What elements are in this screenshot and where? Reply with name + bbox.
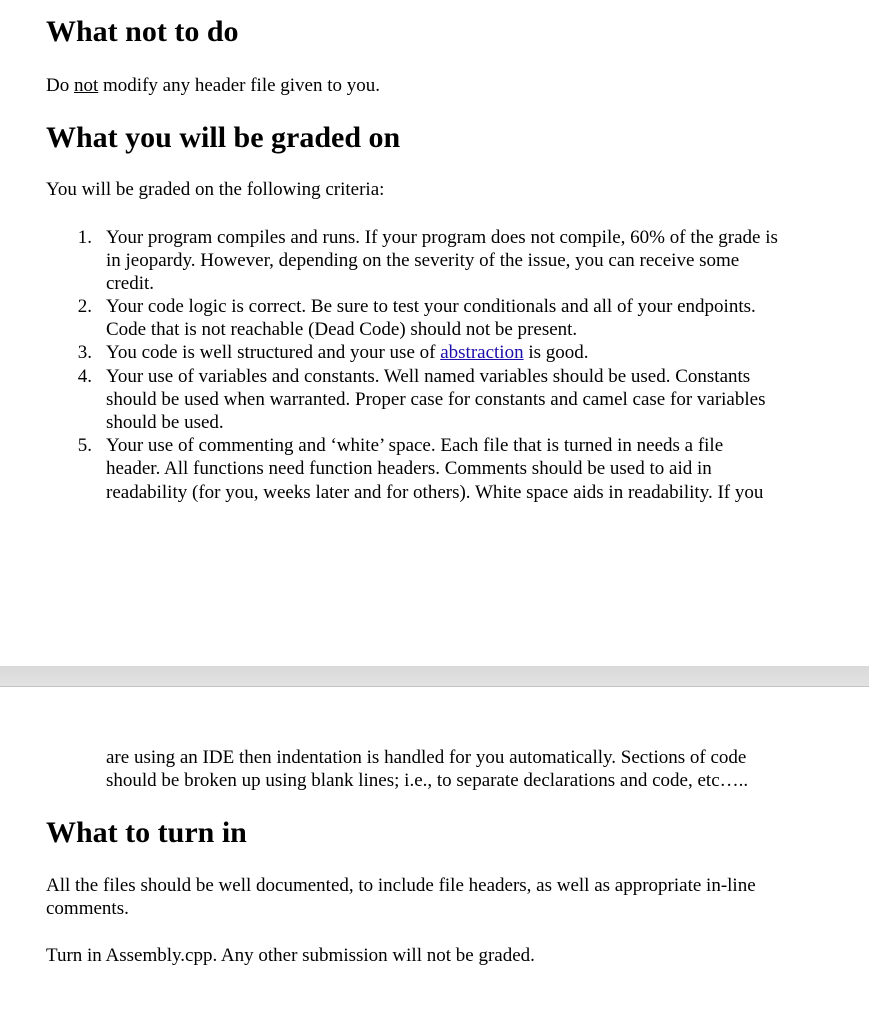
turn-in-line-1: All the files should be well documented, to include file headers, as well as appropriate in-line: [46, 875, 756, 896]
criterion-3-suffix: is good.: [523, 342, 589, 363]
page-separator: [0, 666, 869, 687]
criterion-4-line-2: should be used when warranted. Proper case for constants and camel case for variables: [106, 389, 766, 410]
turn-in-line-2: comments.: [46, 898, 129, 919]
not-to-do-prefix: Do: [46, 75, 74, 96]
criterion-number: 5.: [77, 435, 92, 456]
heading-graded-on: What you will be graded on: [46, 121, 401, 154]
continuation-line-2: should be broken up using blank lines; i.e., to separate declarations and code, etc…..: [106, 770, 749, 791]
turn-in-final: Turn in Assembly.cpp. Any other submission will not be graded.: [46, 945, 535, 966]
not-emphasis: not: [73, 75, 99, 96]
not-to-do-suffix: modify any header file given to you.: [98, 75, 381, 96]
abstraction-link[interactable]: abstraction: [440, 342, 524, 363]
criterion-5-line-3: readability (for you, weeks later and for others). White space aids in readability. If you: [106, 482, 764, 503]
criterion-number: 4.: [77, 366, 92, 387]
heading-what-not-to-do: What not to do: [46, 15, 239, 48]
criterion-3-prefix: You code is well structured and your use of: [106, 342, 441, 363]
criterion-5-line-2: header. All functions need function headers. Comments should be used to aid in: [106, 458, 712, 479]
graded-intro: You will be graded on the following criteria:: [46, 179, 385, 200]
criterion-5-line-1: Your use of commenting and ‘white’ space. Each file that is turned in needs a file: [106, 435, 724, 456]
continuation-line-1: are using an IDE then indentation is handled for you automatically. Sections of code: [106, 747, 747, 768]
criterion-4-line-3: should be used.: [106, 412, 224, 433]
criterion-2-line-2: Code that is not reachable (Dead Code) should not be present.: [106, 319, 578, 340]
criterion-2-line-1: Your code logic is correct. Be sure to test your conditionals and all of your endpoints.: [106, 296, 756, 317]
criterion-1-line-1: Your program compiles and runs. If your program does not compile, 60% of the grade is: [106, 227, 778, 248]
criterion-number: 2.: [77, 296, 92, 317]
criterion-4-line-1: Your use of variables and constants. Well named variables should be used. Constants: [106, 366, 751, 387]
criterion-number: 3.: [77, 342, 92, 363]
criterion-1-line-3: credit.: [106, 273, 155, 294]
not-to-do-paragraph: [46, 74, 380, 97]
heading-what-to-turn-in: What to turn in: [46, 816, 247, 849]
criterion-number: 1.: [77, 227, 92, 248]
criterion-3-line-1: [106, 341, 589, 364]
criterion-1-line-2: in jeopardy. However, depending on the severity of the issue, you can receive some: [106, 250, 740, 271]
